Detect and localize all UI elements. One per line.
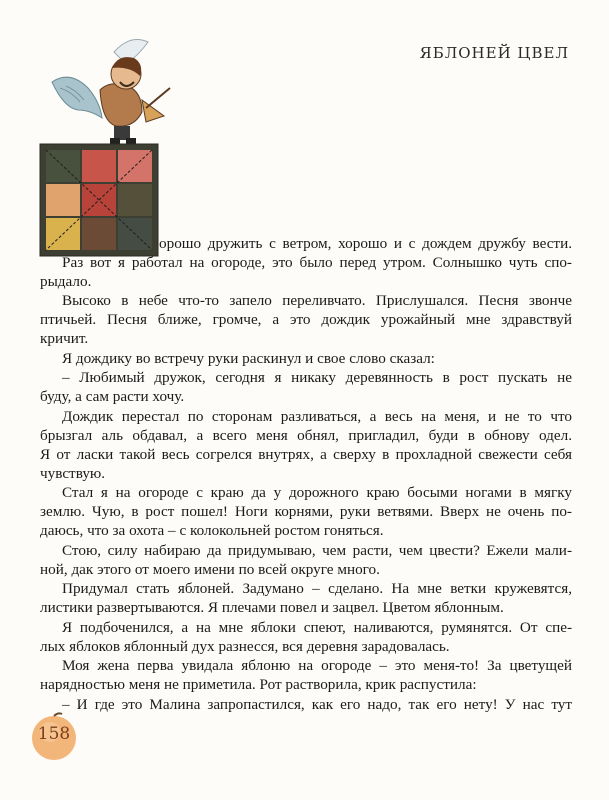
paragraph [40,368,572,406]
text-line: лых яблоков яблонный дух разнесся, вся деревня зарадовалась. [40,637,450,655]
text-line: птичьей. Песня ближе, громче, а это дождик урожайный мне здравствуй [40,311,572,329]
text-line: кричит. [40,330,89,348]
text-line: брызгал аль обдавал, а всего меня обнял, пригладил, буди в обнову одел. [40,426,572,444]
text-line: чувствую. [40,464,106,482]
paragraph [40,656,572,694]
text-line: даюсь, что за охота – с колокольней ростом гоняться. [40,522,384,540]
text-line: Моя жена перва увидала яблоню на огороде – это меня-то! За цветущей [62,657,572,675]
paragraph [40,291,572,348]
text-line: Стал я на огороде с краю да у дорожного краю босыми ногами в мягку [62,484,572,502]
patchwork-block [40,144,158,256]
text-line: листики развертываются. Я плечами повел и зацвел. Цветом яблонным. [40,599,504,617]
text-line: буду, а сам расти хочу. [40,388,185,406]
paragraph [40,579,572,617]
text-line: Я подбоченился, а на мне яблоки спеют, наливаются, румянятся. От спе- [62,618,572,636]
paragraph [40,407,572,483]
paragraph [40,349,572,368]
text-line: Я от ласки такой весь согрелся внутрях, а сверху в прохладной свежести себя [40,445,572,463]
text-line: Стою, силу набираю да придумываю, чем расти, чем цвести? Ежели мали- [62,542,572,559]
page-number: 158 [37,724,71,744]
page-number-badge [28,710,80,762]
first-line-text: орошо дружить с ветром, хорошо и с дождем дружбу вести. [159,235,572,252]
text-line: Дождик перестал по сторонам разливаться, а весь на меня, и не то что [62,407,572,425]
paragraph [40,541,572,579]
paragraph [40,695,572,714]
paragraph [40,483,572,540]
text-line: землю. Чую, в рост пошел! Ноги корнями, руки ветвями. Вверх не очень по- [40,503,572,521]
text-line: ной, дак этого от моего имени по всей округе много. [40,561,380,578]
running-title: ЯБЛОНЕЙ ЦВЕЛ [419,44,569,62]
text-line: нарядностью меня не приметила. Рот растворила, крик распустила: [40,676,477,694]
text-line: Придумал стать яблоней. Задумано – сделано. На мне ветки кружевятся, [62,580,572,598]
text-line: рыдало. [40,273,92,290]
mermaid-musician-figure [52,40,170,144]
paragraph [40,253,572,291]
text-line: – Любимый дружок, сегодня я никаку деревянность в рост пускать не [62,369,572,387]
paragraph [40,618,572,656]
text-line: Раз вот я работал на огороде, это было перед утром. Солнышко чуть спо- [62,254,572,271]
drop-cap-illustration [30,30,180,260]
text-line: Высоко в небе что-то запело переливчато. Прислушался. Песня звонче [62,292,572,310]
text-line: Я дождику во встречу руки раскинул и свое слово сказал: [62,350,435,367]
text-line: – И где это Малина запропастился, как его надо, так его нету! У нас тут [62,695,572,713]
